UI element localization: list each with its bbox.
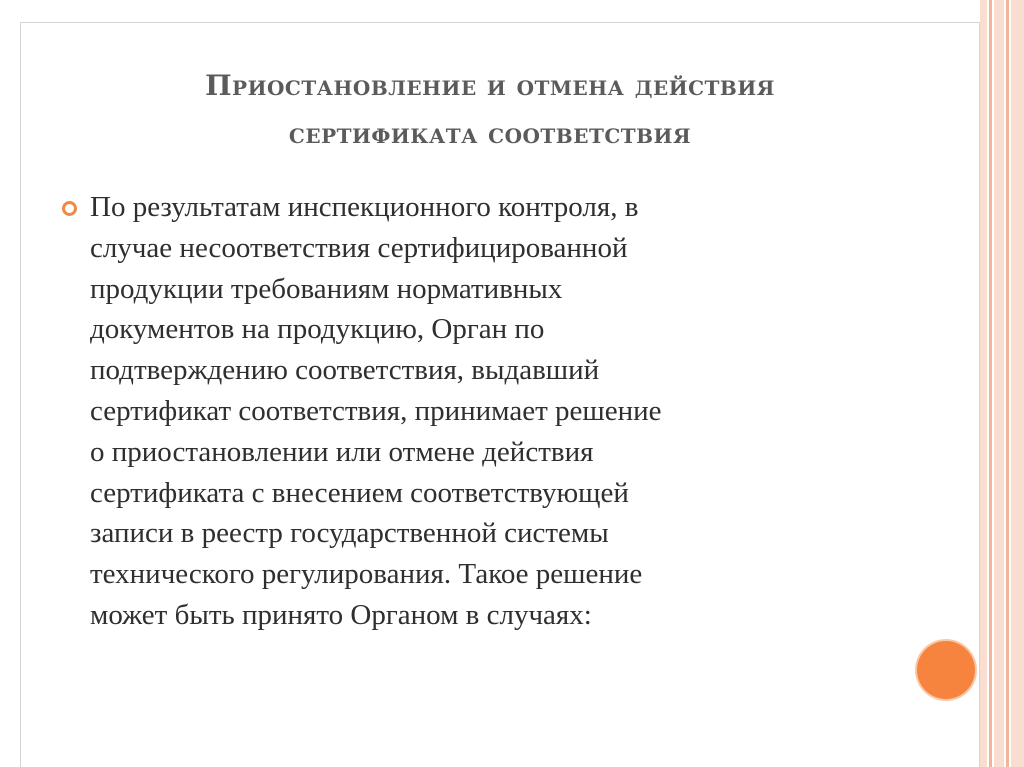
stripe-3 xyxy=(994,0,1004,767)
body-line: документов на продукцию, Орган по xyxy=(90,313,545,346)
body-line: По результатам инспекционного контроля, в xyxy=(90,191,639,223)
body-line: сертификата с внесением соответствующей xyxy=(90,476,629,509)
slide-title xyxy=(60,62,920,158)
stripe-2 xyxy=(989,0,992,767)
body-line: о приостановлении или отмене действия xyxy=(90,435,594,468)
title-line-2: сертификата соответствия xyxy=(288,117,692,150)
stripe-1 xyxy=(980,0,987,767)
stripe-5 xyxy=(1011,0,1024,767)
stripe-4 xyxy=(1006,0,1009,767)
body-line: технического регулирования. Такое решение xyxy=(90,558,643,591)
title-line-1: Приостановление и отмена действия xyxy=(205,69,775,102)
body-line: продукции требованиям нормативных xyxy=(90,272,563,305)
orange-circle-decoration xyxy=(917,641,975,699)
body-line: случае несоответствия сертифицированной xyxy=(90,231,628,264)
decorative-stripes xyxy=(980,0,1024,767)
body-line: сертификат соответствия, принимает решение xyxy=(90,394,662,427)
body-line: подтверждению соответствия, выдавший xyxy=(90,354,600,387)
body-line: может быть принято Органом в случаях: xyxy=(90,598,592,631)
bullet-circle-icon xyxy=(62,201,77,216)
body-line: записи в реестр государственной системы xyxy=(90,517,609,550)
body-paragraph xyxy=(90,187,870,636)
